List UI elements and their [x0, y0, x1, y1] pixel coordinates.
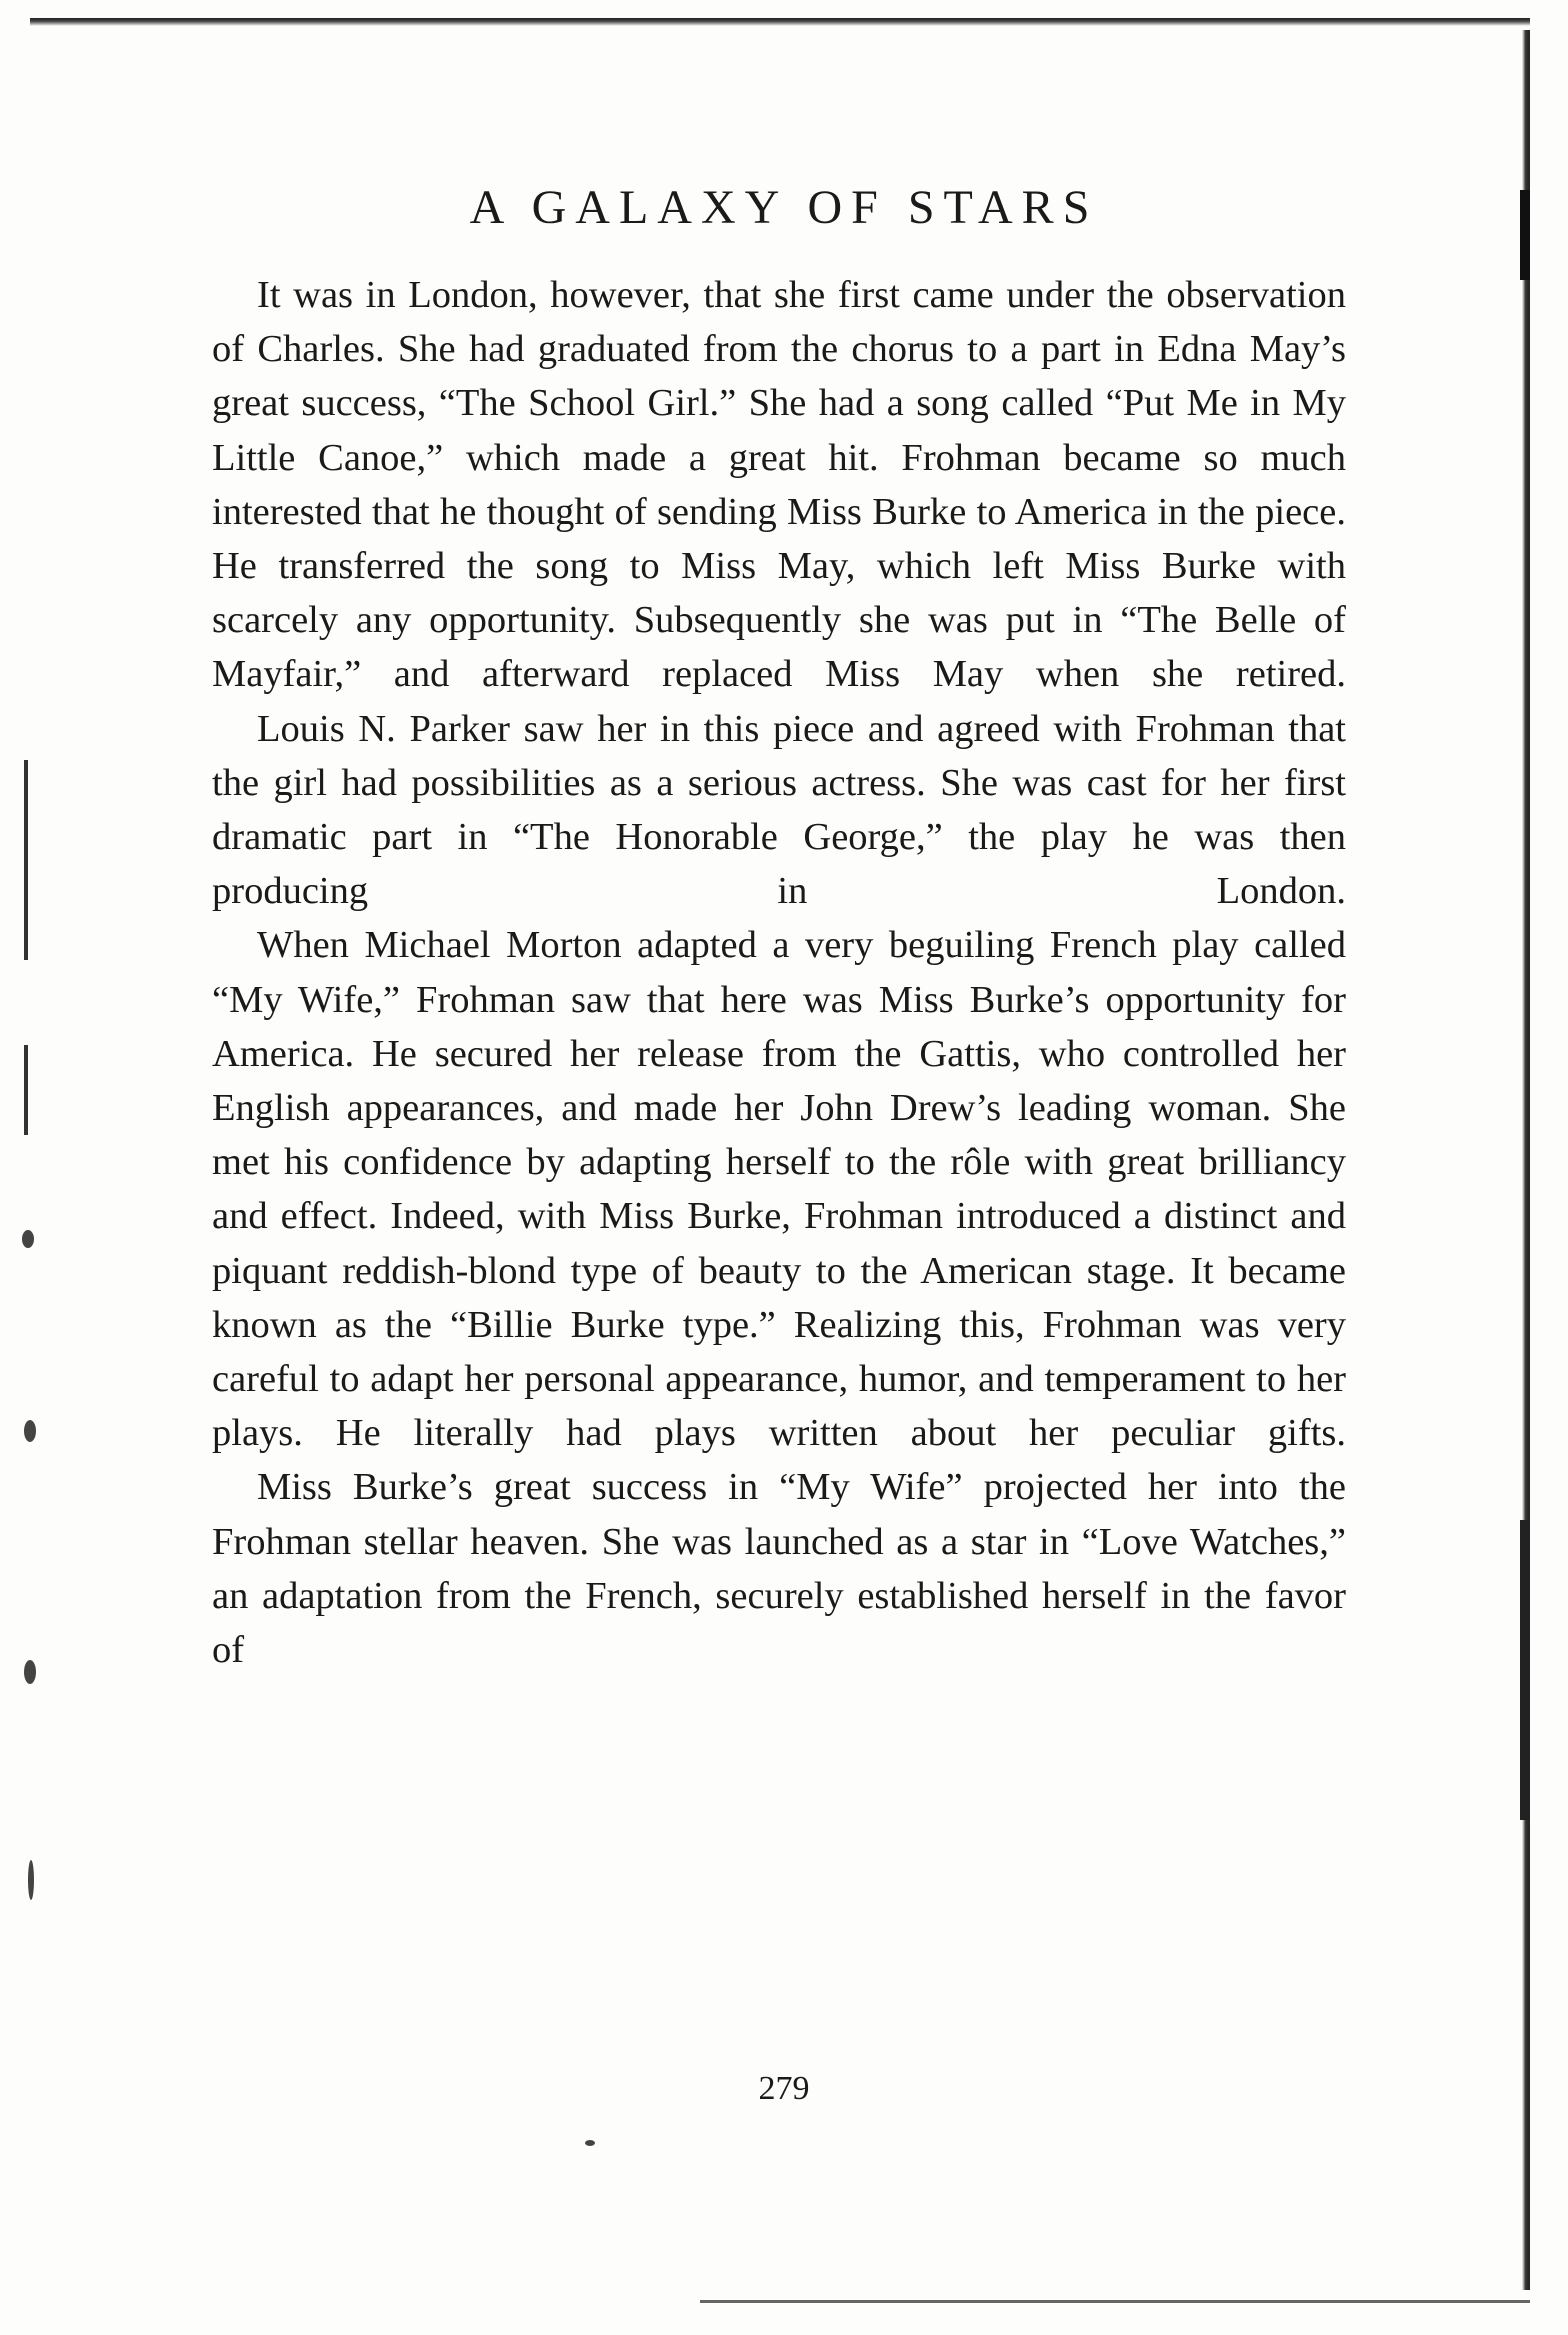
scan-edge-top — [30, 18, 1530, 26]
scan-edge-right — [1522, 30, 1530, 2290]
paragraph: Miss Burke’s great success in “My Wife” projected her into the Frohman stellar heaven. She was launched as a star in “Love Watches,” an adaptation from the French, securely established herself in the favor of — [212, 1466, 1346, 1672]
scan-speck — [585, 2140, 595, 2146]
running-head: A GALAXY OF STARS — [469, 181, 1099, 234]
scan-margin-mark — [24, 1045, 28, 1135]
scan-edge-bottom — [700, 2300, 1530, 2303]
scan-speck — [22, 1230, 34, 1248]
scan-edge-right-mark — [1520, 1520, 1530, 1820]
paragraph: It was in London, however, that she first came under the observation of Charles. She had graduated from the chorus to a part in Edna May’s great success, “The School Girl.” She had a song called “Put Me in My Little Canoe,” which made a great hit. Frohman became so much interested that he thought of sending Miss Burke to America in the piece. He transferred the song to Miss May, which left Miss Burke with scarcely any opportunity. Subsequently she was put in “The Belle of Mayfair,” and afterward replaced Miss May when she retired. — [212, 274, 1346, 696]
scan-margin-mark — [24, 760, 28, 960]
paragraph: When Michael Morton adapted a very beguiling French play called “My Wife,” Frohman saw that here was Miss Burke’s opportunity for America. He secured her release from the Gattis, who controlled her English appearances, and made her John Drew’s leading woman. She met his confidence by adapting herself to the rôle with great brilliancy and effect. Indeed, with Miss Burke, Frohman introduced a distinct and piquant reddish-blond type of beauty to the American stage. It became known as the “Billie Burke type.” Realizing this, Frohman was very careful to adapt her personal appearance, humor, and temperament to her plays. He literally had plays written about her peculiar gifts. — [212, 924, 1346, 1455]
page-number: 279 — [758, 2070, 810, 2107]
paragraph: Louis N. Parker saw her in this piece and agreed with Frohman that the girl had possibilities as a serious actress. She was cast for her first dramatic part in “The Honorable George,” the play he was then producing in London. — [212, 707, 1346, 913]
scan-speck — [24, 1420, 36, 1442]
scan-speck — [28, 1860, 34, 1900]
body-text — [212, 268, 1346, 1677]
scan-speck — [24, 1660, 36, 1684]
